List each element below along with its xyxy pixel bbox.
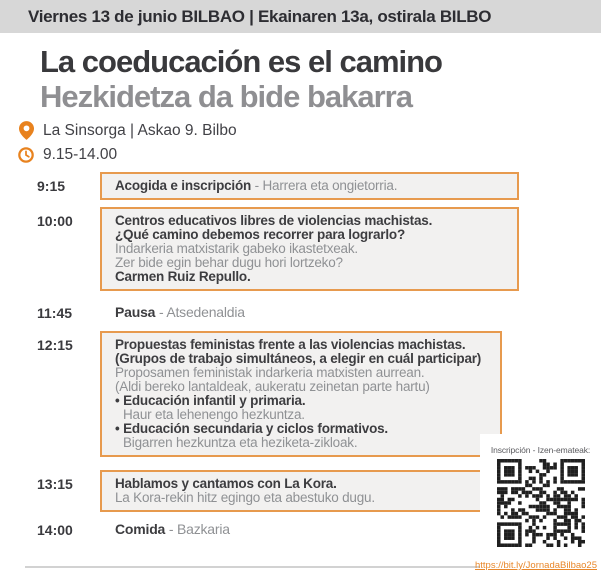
clock-icon (18, 147, 34, 163)
time-range-text: 9.15-14.00 (43, 146, 118, 163)
schedule-item-box: Acogida e inscripción - Harrera eta ongietorria. (100, 172, 519, 200)
qr-code (497, 459, 585, 547)
inscription-card (475, 434, 601, 574)
page-title: La coeducación es el camino (40, 44, 442, 79)
schedule-time: 12:15 (37, 337, 73, 353)
page-subtitle: Hezkidetza da bide bakarra (40, 79, 412, 114)
schedule-item-box: Propuestas feministas frente a las violencias machistas. (Grupos de trabajo simultáneos, a elegir en cuál participar) Proposamen feministak indarkeria matxisten aurrean. (Aldi bereko lantaldeak, aukeratu zeinetan parte hartu) • Educación infantil y primaria. Haur eta lehenengo hezkuntza. • Educación secundaria y ciclos formativos. Bigarren hezkuntza eta heziketa-zikloak. (100, 331, 502, 457)
inscription-link[interactable]: https://bit.ly/JornadaBilbao25 (475, 560, 597, 571)
footer-divider (25, 566, 480, 568)
location-row (18, 121, 237, 140)
schedule-item-box: Hablamos y cantamos con La Kora. La Kora-rekin hitz egingo eta abestuko dugu. (100, 470, 519, 512)
location-text: La Sinsorga | Askao 9. Bilbo (43, 121, 237, 139)
map-pin-icon (18, 121, 34, 140)
schedule-time: 13:15 (37, 476, 73, 492)
schedule-time: 9:15 (37, 178, 66, 194)
schedule-item-box: Centros educativos libres de violencias machistas. ¿Qué camino debemos recorrer para lograrlo? Indarkeria matxistarik gabeko ikastetxeak. Zer bide egin behar dugu hori lortzeko? Carmen Ruiz Repullo. (100, 207, 519, 291)
schedule-time: 11:45 (37, 305, 73, 321)
banner: Viernes 13 de junio BILBAO | Ekainaren 13a, ostirala BILBO (0, 0, 601, 33)
time-row (18, 146, 117, 164)
schedule-time: 10:00 (37, 213, 73, 229)
schedule-item-text: Pausa - Atsedenaldia (115, 304, 245, 320)
schedule-item-text: Comida - Bazkaria (115, 521, 230, 537)
inscription-label: Inscripción - Izen-emateak: (490, 445, 591, 455)
schedule-time: 14:00 (37, 522, 73, 538)
